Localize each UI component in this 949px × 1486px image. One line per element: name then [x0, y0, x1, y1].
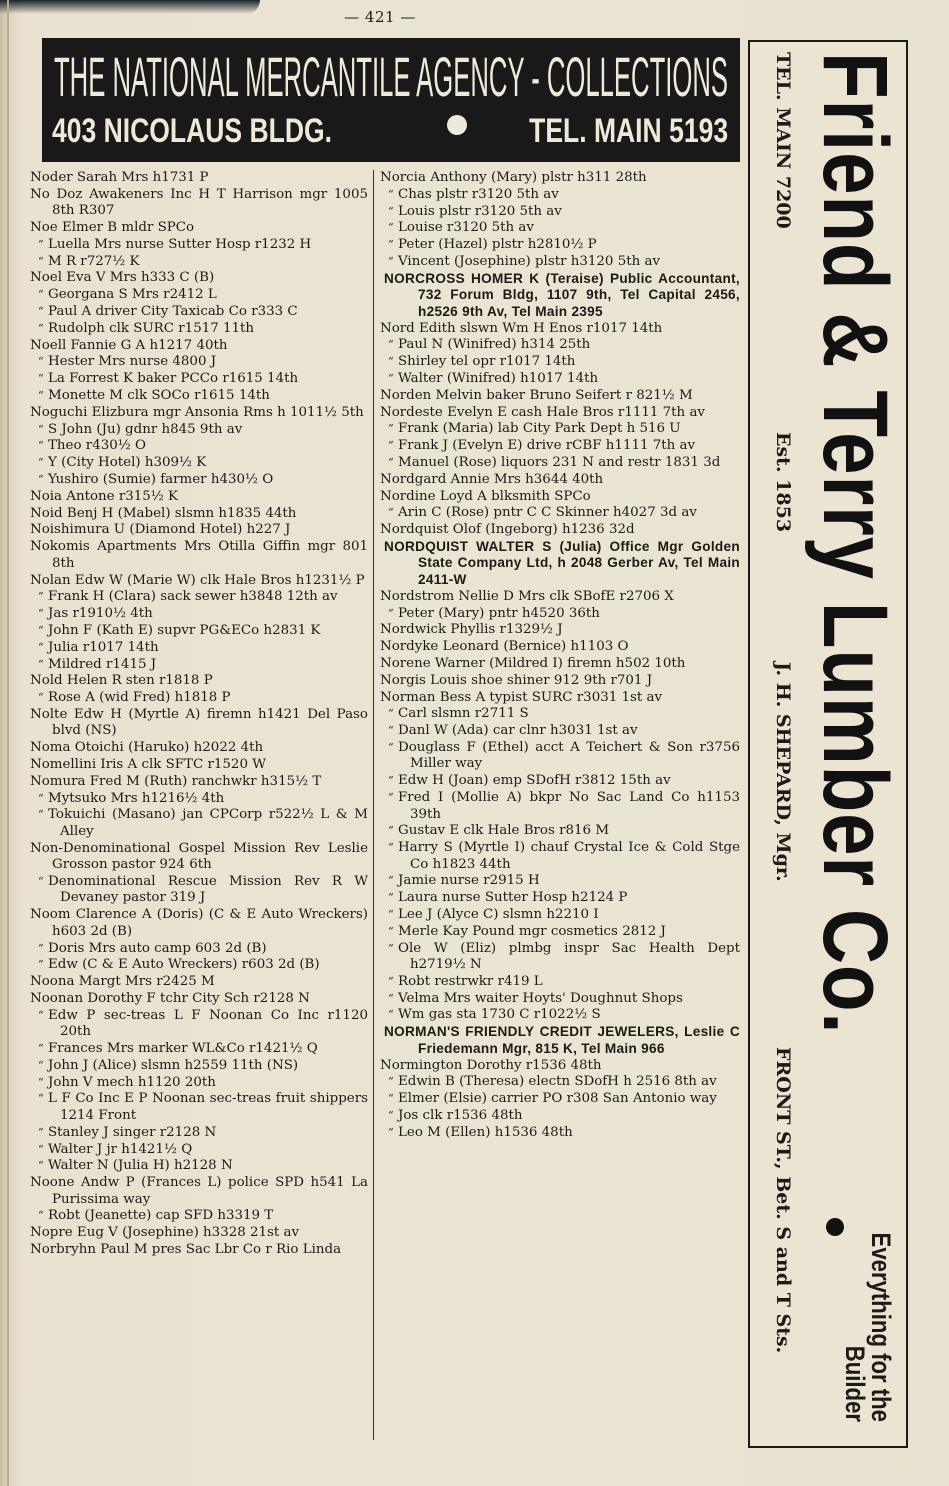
directory-listing-sub	[380, 1074, 740, 1091]
listing-text: Vincent (Josephine) plstr h3120 5th av	[398, 253, 661, 269]
ditto-mark-icon: “	[388, 841, 394, 855]
directory-listing-sub	[30, 1041, 368, 1058]
ditto-mark-icon: “	[388, 355, 394, 369]
listing-text: Noguchi Elizbura mgr Ansonia Rms h 1011½ 5th	[30, 404, 364, 420]
directory-listing-sub	[30, 438, 368, 455]
ditto-mark-icon: “	[38, 1125, 44, 1139]
listing-text: Nomura Fred M (Ruth) ranchwkr h315½ T	[30, 773, 322, 789]
directory-listing	[380, 639, 740, 656]
directory-listing-sub	[380, 204, 740, 221]
directory-listing-sub	[30, 422, 368, 439]
directory-listing	[30, 991, 368, 1008]
listing-text: Nord Edith slswn Wm H Enos r1017 14th	[380, 320, 663, 336]
directory-listing-sub	[30, 874, 368, 907]
listing-text: Walter (Winifred) h1017 14th	[398, 370, 599, 386]
directory-listing	[380, 489, 740, 506]
ditto-mark-icon: “	[38, 1075, 44, 1089]
listing-text: Robt restrwkr r419 L	[398, 973, 543, 989]
side-ad-slogan	[842, 1176, 894, 1422]
banner-title-main: NATIONAL MERCANTILE AGENCY - COLLECTIONS	[112, 45, 728, 108]
directory-listing	[30, 974, 368, 991]
directory-listing	[30, 539, 368, 572]
directory-listing-sub	[30, 623, 368, 640]
listing-text: Frank (Maria) lab City Park Dept h 516 U	[398, 421, 681, 437]
ditto-mark-icon: “	[388, 724, 394, 738]
listing-text: Noell Fannie G A h1217 40th	[30, 337, 228, 353]
listing-text: NORDQUIST WALTER S (Julia) Office Mgr Golden State Company Ltd, h 2048 Gerber Av, Tel Main 2411-W	[384, 538, 740, 587]
directory-listing-sub	[30, 657, 368, 674]
ditto-mark-icon: “	[38, 691, 44, 705]
directory-listing	[30, 757, 368, 774]
ditto-mark-icon: “	[388, 1092, 394, 1106]
ditto-mark-icon: “	[388, 1108, 394, 1122]
directory-listing-sub	[380, 237, 740, 254]
directory-listing	[30, 1175, 368, 1208]
ditto-mark-icon: “	[38, 640, 44, 654]
ditto-mark-icon: “	[388, 974, 394, 988]
directory-listing	[30, 489, 368, 506]
directory-listing	[380, 170, 740, 187]
listing-text: Norman Bess A typist SURC r3031 1st av	[380, 689, 663, 705]
directory-listing-sub	[380, 706, 740, 723]
listing-text: Stanley J singer r2128 N	[48, 1124, 217, 1140]
directory-listing-sub	[30, 1158, 368, 1175]
directory-listing-sub	[30, 690, 368, 707]
ditto-mark-icon: “	[388, 506, 394, 520]
listing-text: John F (Kath E) supvr PG&ECo h2831 K	[48, 622, 321, 638]
ditto-mark-icon: “	[38, 808, 44, 822]
listing-text: Nordwick Phyllis r1329½ J	[380, 622, 563, 638]
listing-text: Nolan Edw W (Marie W) clk Hale Bros h1231½ P	[30, 572, 365, 588]
directory-listing-sub	[30, 1058, 368, 1075]
ditto-mark-icon: “	[38, 473, 44, 487]
listing-text: Luella Mrs nurse Sutter Hosp r1232 H	[48, 236, 312, 252]
listing-text: Norene Warner (Mildred I) firemn h502 10th	[380, 655, 686, 671]
directory-listing-sub	[380, 354, 740, 371]
listing-text: Mildred r1415 J	[48, 656, 157, 672]
ditto-mark-icon: “	[38, 657, 44, 671]
directory-listing-featured	[380, 539, 740, 589]
directory-listing	[30, 270, 368, 287]
listing-text: Jos clk r1536 48th	[398, 1107, 523, 1123]
listing-text: Noishimura U (Diamond Hotel) h227 J	[30, 522, 291, 538]
listing-text: Noid Benj H (Mabel) slsmn h1835 44th	[30, 505, 297, 521]
listing-text: John J (Alice) slsmn h2559 11th (NS)	[48, 1057, 299, 1073]
ditto-mark-icon: “	[38, 607, 44, 621]
directory-listing-sub	[380, 1007, 740, 1024]
directory-listing-sub	[380, 924, 740, 941]
ditto-mark-icon: “	[38, 1159, 44, 1173]
bullet-dot-icon	[447, 115, 467, 135]
listing-text: Frances Mrs marker WL&Co r1421½ Q	[48, 1041, 318, 1057]
listing-text: M R r727½ K	[48, 253, 140, 269]
ditto-mark-icon: “	[388, 824, 394, 838]
directory-listing-sub	[380, 220, 740, 237]
ditto-mark-icon: “	[38, 1209, 44, 1223]
directory-listing-sub	[30, 1091, 368, 1124]
directory-listing-sub	[380, 337, 740, 354]
directory-listing-sub	[30, 388, 368, 405]
listing-text: Arin C (Rose) pntr C C Skinner h4027 3d av	[398, 505, 697, 521]
directory-listing	[30, 573, 368, 590]
directory-listing-sub	[30, 237, 368, 254]
directory-listing	[380, 1058, 740, 1075]
listing-text: Edw (C & E Auto Wreckers) r603 2d (B)	[48, 957, 320, 973]
listing-text: Rose A (wid Fred) h1818 P	[48, 690, 231, 706]
listing-text: Manuel (Rose) liquors 231 N and restr 1831 3d	[398, 454, 721, 470]
side-ad-phone: TEL. MAIN 7200	[772, 52, 794, 229]
ditto-mark-icon: “	[38, 254, 44, 268]
listing-text: Ole W (Eliz) plmbg inspr Sac Health Dept h2719½ N	[398, 940, 740, 973]
directory-listing-sub	[380, 840, 740, 873]
directory-listing-sub	[380, 421, 740, 438]
listing-text: Walter J jr h1421½ Q	[48, 1141, 193, 1157]
ditto-mark-icon: “	[38, 389, 44, 403]
ditto-mark-icon: “	[38, 305, 44, 319]
side-ad-location: FRONT ST., Bet. S and T Sts.	[772, 1047, 794, 1354]
listing-text: Doris Mrs auto camp 603 2d (B)	[48, 940, 267, 956]
ditto-mark-icon: “	[388, 991, 394, 1005]
listing-text: S John (Ju) gdnr h845 9th av	[48, 421, 243, 437]
ditto-mark-icon: “	[388, 422, 394, 436]
listing-text: Danl W (Ada) car clnr h3031 1st av	[398, 723, 638, 739]
listing-text: Tokuichi (Masano) jan CPCorp r522½ L & M Alley	[48, 807, 368, 839]
directory-listing	[380, 472, 740, 489]
ditto-mark-icon: “	[38, 1058, 44, 1072]
ditto-mark-icon: “	[38, 623, 44, 637]
listing-text: Merle Kay Pound mgr cosmetics 2812 J	[398, 923, 666, 939]
listing-text: Y (City Hotel) h309½ K	[48, 455, 207, 471]
directory-listing-sub	[380, 438, 740, 455]
listing-text: Nopre Eug V (Josephine) h3328 21st av	[30, 1225, 300, 1241]
directory-listing-sub	[380, 974, 740, 991]
listing-text: NORMAN'S FRIENDLY CREDIT JEWELERS, Leslie C Friedemann Mgr, 815 K, Tel Main 966	[384, 1024, 740, 1056]
directory-listing	[380, 622, 740, 639]
directory-listing	[30, 1242, 368, 1259]
side-ad-slogan-line1: Everything for the	[866, 1232, 896, 1422]
ditto-mark-icon: “	[388, 891, 394, 905]
directory-listing	[30, 170, 368, 187]
listing-text: Noone Andw P (Frances L) police SPD h541 La Purissima way	[30, 1175, 368, 1207]
directory-listing	[380, 690, 740, 707]
listing-text: Norgis Louis shoe shiner 912 9th r701 J	[380, 672, 653, 688]
listing-text: L F Co Inc E P Noonan sec-treas fruit shippers 1214 Front	[48, 1091, 368, 1123]
banner-title	[54, 42, 728, 112]
ditto-mark-icon: “	[38, 422, 44, 436]
ditto-mark-icon: “	[388, 204, 394, 218]
directory-listing-sub	[380, 187, 740, 204]
listing-text: Louis plstr r3120 5th av	[398, 203, 562, 219]
ditto-mark-icon: “	[38, 439, 44, 453]
listing-text: Yushiro (Sumie) farmer h430½ O	[48, 472, 274, 488]
ditto-mark-icon: “	[38, 1142, 44, 1156]
directory-listing-sub	[30, 254, 368, 271]
ditto-mark-icon: “	[38, 791, 44, 805]
listing-text: Shirley tel opr r1017 14th	[398, 354, 576, 370]
ditto-mark-icon: “	[38, 288, 44, 302]
lumber-company-side-ad	[748, 40, 908, 1448]
directory-listing-sub	[380, 371, 740, 388]
ditto-mark-icon: “	[38, 590, 44, 604]
ditto-mark-icon: “	[388, 606, 394, 620]
listing-text: Wm gas sta 1730 C r1022½ S	[398, 1007, 601, 1023]
listing-text: Noona Margt Mrs r2425 M	[30, 974, 215, 990]
banner-phone: TEL. MAIN 5193	[529, 112, 728, 150]
directory-listing	[30, 841, 368, 874]
listing-text: Norbryhn Paul M pres Sac Lbr Co r Rio Linda	[30, 1242, 342, 1258]
directory-listing-sub	[380, 907, 740, 924]
listing-text: Leo M (Ellen) h1536 48th	[398, 1124, 573, 1140]
listing-text: La Forrest K baker PCCo r1615 14th	[48, 371, 299, 387]
listing-text: Lee J (Alyce C) slsmn h2210 I	[398, 906, 599, 922]
listing-text: Frank J (Evelyn E) drive rCBF h1111 7th av	[398, 438, 696, 454]
collections-agency-banner-ad	[42, 38, 740, 162]
listing-text: Mytsuko Mrs h1216½ 4th	[48, 790, 225, 806]
ditto-mark-icon: “	[38, 958, 44, 972]
listing-text: Denominational Rescue Mission Rev R W Devaney pastor 319 J	[48, 873, 368, 906]
directory-listing	[380, 388, 740, 405]
directory-listing-sub	[380, 991, 740, 1008]
listing-text: Edw H (Joan) emp SDofH r3812 15th av	[398, 773, 671, 789]
directory-listing	[30, 707, 368, 740]
listing-text: Edw P sec-treas L F Noonan Co Inc r1120 20th	[48, 1007, 368, 1040]
ditto-mark-icon: “	[38, 1092, 44, 1106]
directory-listing-sub	[380, 873, 740, 890]
ditto-mark-icon: “	[38, 1042, 44, 1056]
ditto-mark-icon: “	[388, 254, 394, 268]
ditto-mark-icon: “	[388, 740, 394, 754]
directory-listing	[30, 338, 368, 355]
directory-column-left	[30, 170, 368, 1259]
directory-listing-sub	[380, 740, 740, 773]
ditto-mark-icon: “	[38, 874, 44, 888]
column-divider	[373, 170, 374, 1440]
listing-text: Nordeste Evelyn E cash Hale Bros r1111 7th av	[380, 404, 705, 420]
ditto-mark-icon: “	[388, 941, 394, 955]
ditto-mark-icon: “	[388, 455, 394, 469]
ditto-mark-icon: “	[388, 371, 394, 385]
side-ad-established: Est. 1853	[772, 432, 794, 533]
listing-text: Georgana S Mrs r2412 L	[48, 287, 217, 303]
directory-listing-sub	[30, 455, 368, 472]
listing-text: Noe Elmer B mldr SPCo	[30, 220, 195, 236]
ditto-mark-icon: “	[388, 1075, 394, 1089]
listing-text: Jamie nurse r2915 H	[398, 873, 540, 889]
directory-listing	[380, 522, 740, 539]
listing-text: Peter (Hazel) plstr h2810½ P	[398, 237, 597, 253]
directory-listing-sub	[380, 1091, 740, 1108]
listing-text: Monette M clk SOCo r1615 14th	[48, 388, 270, 404]
listing-text: Julia r1017 14th	[48, 639, 159, 655]
directory-listing	[380, 656, 740, 673]
directory-listing-sub	[30, 1075, 368, 1092]
ditto-mark-icon: “	[388, 774, 394, 788]
directory-listing-sub	[30, 791, 368, 808]
ditto-mark-icon: “	[388, 238, 394, 252]
listing-text: Nordine Loyd A blksmith SPCo	[380, 488, 591, 504]
directory-listing-featured	[380, 271, 740, 321]
listing-text: Noonan Dorothy F tchr City Sch r2128 N	[30, 990, 310, 1006]
listing-text: Douglass F (Ethel) acct A Teichert & Son r3756 Miller way	[398, 739, 740, 772]
directory-listing	[30, 1225, 368, 1242]
listing-text: Carl slsmn r2711 S	[398, 706, 529, 722]
directory-listing	[30, 522, 368, 539]
listing-text: Nomellini Iris A clk SFTC r1520 W	[30, 757, 266, 772]
listing-text: NORCROSS HOMER K (Teraise) Public Accountant, 732 Forum Bldg, 1107 9th, Tel Capital 2456, h2526 9th Av, Tel Main 2395	[384, 270, 740, 319]
listing-text: Nordyke Leonard (Bernice) h1103 O	[380, 639, 629, 655]
listing-text: Noia Antone r315½ K	[30, 488, 179, 504]
side-ad-manager: J. H. SHEPARD, Mgr.	[772, 662, 794, 882]
ditto-mark-icon: “	[38, 456, 44, 470]
directory-listing-sub	[380, 606, 740, 623]
ditto-mark-icon: “	[388, 874, 394, 888]
listing-text: Fred I (Mollie A) bkpr No Sac Land Co h1153 39th	[398, 790, 740, 822]
ditto-mark-icon: “	[388, 791, 394, 804]
directory-listing-featured	[380, 1024, 740, 1057]
directory-listing-sub	[380, 455, 740, 472]
listing-text: Edwin B (Theresa) electn SDofH h 2516 8th av	[398, 1074, 717, 1090]
ditto-mark-icon: “	[38, 941, 44, 955]
listing-text: Elmer (Elsie) carrier PO r308 San Antonio way	[398, 1091, 717, 1107]
ditto-mark-icon: “	[388, 1125, 394, 1139]
listing-text: Paul N (Winifred) h314 25th	[398, 337, 591, 353]
directory-listing	[30, 774, 368, 791]
ditto-mark-icon: “	[388, 439, 394, 453]
listing-text: Nold Helen R sten r1818 P	[30, 673, 213, 689]
listing-text: Louise r3120 5th av	[398, 220, 534, 236]
directory-listing-sub	[30, 354, 368, 371]
ditto-mark-icon: “	[388, 187, 394, 201]
directory-listing	[380, 405, 740, 422]
banner-title-prefix: THE	[54, 45, 106, 108]
ditto-mark-icon: “	[38, 237, 44, 251]
directory-listing-sub	[380, 823, 740, 840]
listing-text: Nokomis Apartments Mrs Otilla Giffin mgr 801 8th	[30, 539, 368, 571]
listing-text: Noma Otoichi (Haruko) h2022 4th	[30, 740, 264, 756]
directory-listing-sub	[30, 287, 368, 304]
directory-listing	[30, 506, 368, 523]
listing-text: Laura nurse Sutter Hosp h2124 P	[398, 890, 628, 906]
directory-listing-sub	[30, 472, 368, 489]
listing-text: Norcia Anthony (Mary) plstr h311 28th	[380, 170, 647, 185]
listing-text: Robt (Jeanette) cap SFD h3319 T	[48, 1208, 274, 1224]
directory-listing-sub	[380, 890, 740, 907]
directory-listing-sub	[30, 1008, 368, 1041]
ditto-mark-icon: “	[388, 707, 394, 721]
ditto-mark-icon: “	[388, 338, 394, 352]
banner-address: 403 NICOLAUS BLDG.	[52, 112, 332, 150]
directory-listing-sub	[30, 371, 368, 388]
listing-text: Nordgard Annie Mrs h3644 40th	[380, 471, 604, 487]
directory-listing-sub	[30, 1142, 368, 1159]
directory-listing	[30, 673, 368, 690]
listing-text: Norden Melvin baker Bruno Seifert r 821½ M	[380, 387, 693, 403]
directory-listing	[380, 589, 740, 606]
directory-listing-sub	[380, 773, 740, 790]
directory-listing	[380, 321, 740, 338]
directory-listing-sub	[380, 1125, 740, 1142]
directory-listing-sub	[30, 589, 368, 606]
listing-text: Noel Eva V Mrs h333 C (B)	[30, 270, 215, 286]
listing-text: Hester Mrs nurse 4800 J	[48, 354, 217, 370]
directory-listing-sub	[380, 254, 740, 271]
ditto-mark-icon: “	[388, 1008, 394, 1022]
listing-text: John V mech h1120 20th	[48, 1074, 216, 1090]
side-ad-slogan-line2: Builder	[840, 1345, 870, 1422]
directory-listing-sub	[380, 790, 740, 823]
ditto-mark-icon: “	[388, 924, 394, 938]
side-ad-rotated-content	[750, 42, 906, 1446]
directory-listing-sub	[380, 941, 740, 974]
directory-listing	[30, 740, 368, 757]
directory-listing-sub	[30, 807, 368, 840]
listing-text: Jas r1910½ 4th	[48, 606, 153, 622]
listing-text: Frank H (Clara) sack sewer h3848 12th av	[48, 589, 338, 605]
directory-listing-sub	[30, 957, 368, 974]
listing-text: Nordstrom Nellie D Mrs clk SBofE r2706 X	[380, 588, 674, 604]
bullet-dot-icon	[826, 1218, 844, 1236]
directory-listing	[380, 673, 740, 690]
directory-listing-sub	[30, 606, 368, 623]
listing-text: Theo r430½ O	[48, 438, 146, 454]
ditto-mark-icon: “	[388, 221, 394, 235]
directory-listing	[30, 187, 368, 220]
directory-listing-sub	[30, 304, 368, 321]
directory-listing	[30, 405, 368, 422]
listing-text: Peter (Mary) pntr h4520 36th	[398, 605, 600, 621]
directory-listing-sub	[30, 941, 368, 958]
directory-column-right	[380, 170, 740, 1142]
listing-text: Velma Mrs waiter Hoyts' Doughnut Shops	[398, 990, 683, 1006]
listing-text: Noom Clarence A (Doris) (C & E Auto Wreckers) h603 2d (B)	[30, 907, 368, 939]
listing-text: No Doz Awakeners Inc H T Harrison mgr 1005 8th R307	[30, 186, 368, 219]
side-ad-company-name: Friend & Terry Lumber Co.	[804, 52, 906, 1035]
page-number: — 421 —	[344, 8, 416, 26]
directory-listing-sub	[30, 1208, 368, 1225]
directory-listing-sub	[380, 1108, 740, 1125]
listing-text: Noder Sarah Mrs h1731 P	[30, 170, 209, 185]
listing-text: Walter N (Julia H) h2128 N	[48, 1158, 233, 1174]
directory-listing-sub	[380, 723, 740, 740]
directory-listing	[30, 907, 368, 940]
listing-text: Harry S (Myrtle I) chauf Crystal Ice & Cold Stge Co h1823 44th	[398, 840, 740, 872]
ditto-mark-icon: “	[388, 907, 394, 921]
directory-listing	[30, 220, 368, 237]
ditto-mark-icon: “	[38, 372, 44, 386]
binding-edge	[7, 0, 9, 1486]
listing-text: Gustav E clk Hale Bros r816 M	[398, 823, 610, 839]
ditto-mark-icon: “	[38, 321, 44, 335]
listing-text: Chas plstr r3120 5th av	[398, 186, 559, 202]
listing-text: Nordquist Olof (Ingeborg) h1236 32d	[380, 522, 635, 538]
directory-listing-sub	[380, 505, 740, 522]
directory-listing-sub	[30, 1125, 368, 1142]
ditto-mark-icon: “	[38, 1008, 44, 1022]
listing-text: Rudolph clk SURC r1517 11th	[48, 320, 255, 336]
directory-listing-sub	[30, 321, 368, 338]
listing-text: Nolte Edw H (Myrtle A) firemn h1421 Del Paso blvd (NS)	[30, 706, 368, 739]
listing-text: Paul A driver City Taxicab Co r333 C	[48, 304, 298, 320]
listing-text: Non-Denominational Gospel Mission Rev Leslie Grosson pastor 924 6th	[30, 840, 368, 873]
listing-text: Normington Dorothy r1536 48th	[380, 1057, 602, 1073]
directory-listing-sub	[30, 640, 368, 657]
ditto-mark-icon: “	[38, 355, 44, 369]
